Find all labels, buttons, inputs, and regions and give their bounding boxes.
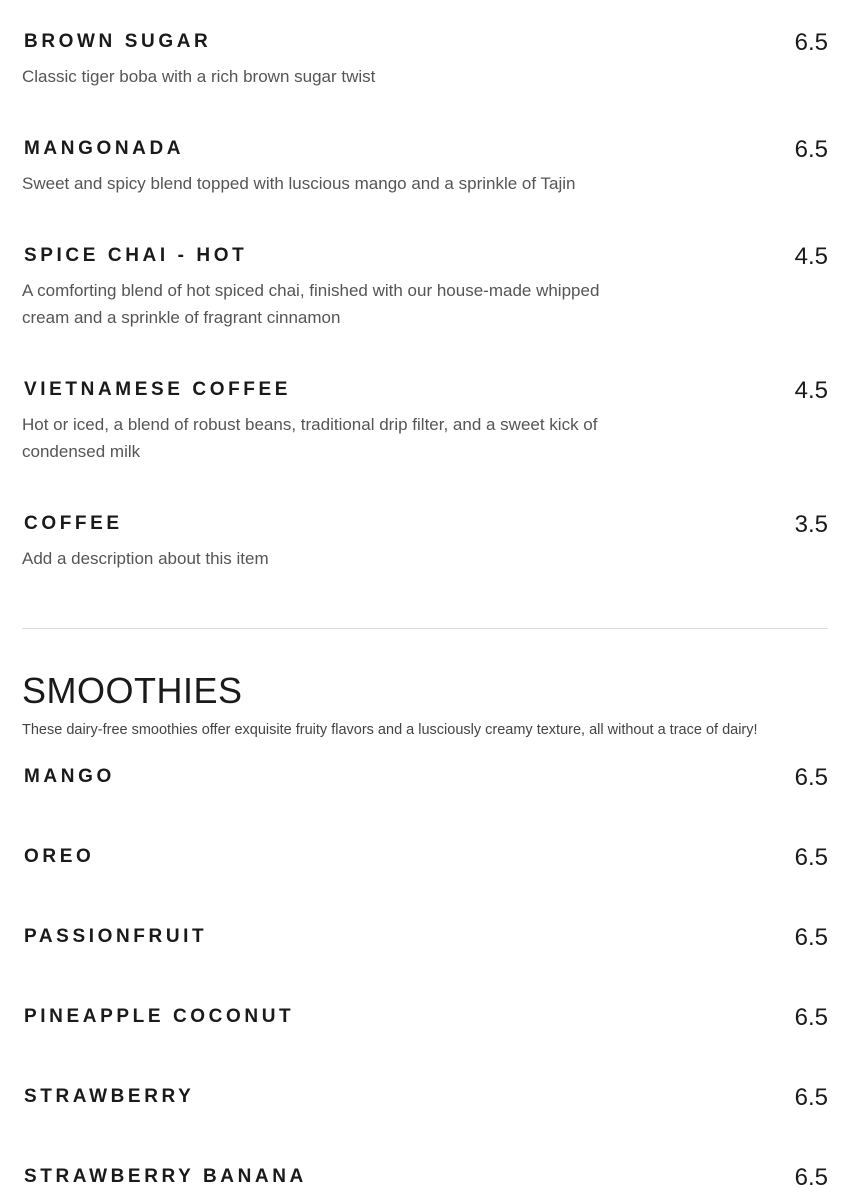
item-price: 6.5 bbox=[794, 924, 828, 951]
item-name: MANGO bbox=[24, 766, 115, 787]
item-price: 3.5 bbox=[794, 511, 828, 538]
item-description: Sweet and spicy blend topped with luscious mango and a sprinkle of Tajin bbox=[22, 174, 576, 193]
item-name: STRAWBERRY bbox=[24, 1086, 195, 1107]
item-price: 6.5 bbox=[794, 1004, 828, 1031]
item-name: COFFEE bbox=[24, 513, 123, 534]
item-price: 6.5 bbox=[794, 844, 828, 871]
item-description: Hot or iced, a blend of robust beans, traditional drip filter, and a sweet kick of condensed milk bbox=[22, 415, 598, 461]
item-price: 4.5 bbox=[794, 377, 828, 404]
item-name: MANGONADA bbox=[24, 138, 185, 159]
section-title-smoothies: SMOOTHIES bbox=[22, 670, 243, 711]
item-name: OREO bbox=[24, 846, 95, 867]
item-name: PINEAPPLE COCONUT bbox=[24, 1006, 295, 1027]
item-price: 4.5 bbox=[794, 243, 828, 270]
item-name: BROWN SUGAR bbox=[24, 31, 212, 52]
item-description: A comforting blend of hot spiced chai, finished with our house-made whipped cream and a sprinkle of fragrant cinnamon bbox=[22, 281, 600, 327]
item-price: 6.5 bbox=[794, 1084, 828, 1111]
item-name: SPICE CHAI - HOT bbox=[24, 245, 248, 266]
item-price: 6.5 bbox=[794, 1164, 828, 1191]
section-divider bbox=[22, 628, 828, 629]
item-price: 6.5 bbox=[794, 764, 828, 791]
item-description: Classic tiger boba with a rich brown sugar twist bbox=[22, 67, 376, 86]
item-description: Add a description about this item bbox=[22, 549, 269, 568]
item-name: STRAWBERRY BANANA bbox=[24, 1166, 307, 1187]
item-name: VIETNAMESE COFFEE bbox=[24, 379, 292, 400]
section-description: These dairy-free smoothies offer exquisite fruity flavors and a lusciously creamy texture, all without a trace of dairy! bbox=[22, 722, 758, 738]
item-price: 6.5 bbox=[794, 136, 828, 163]
item-name: PASSIONFRUIT bbox=[24, 926, 208, 947]
item-price: 6.5 bbox=[794, 29, 828, 56]
